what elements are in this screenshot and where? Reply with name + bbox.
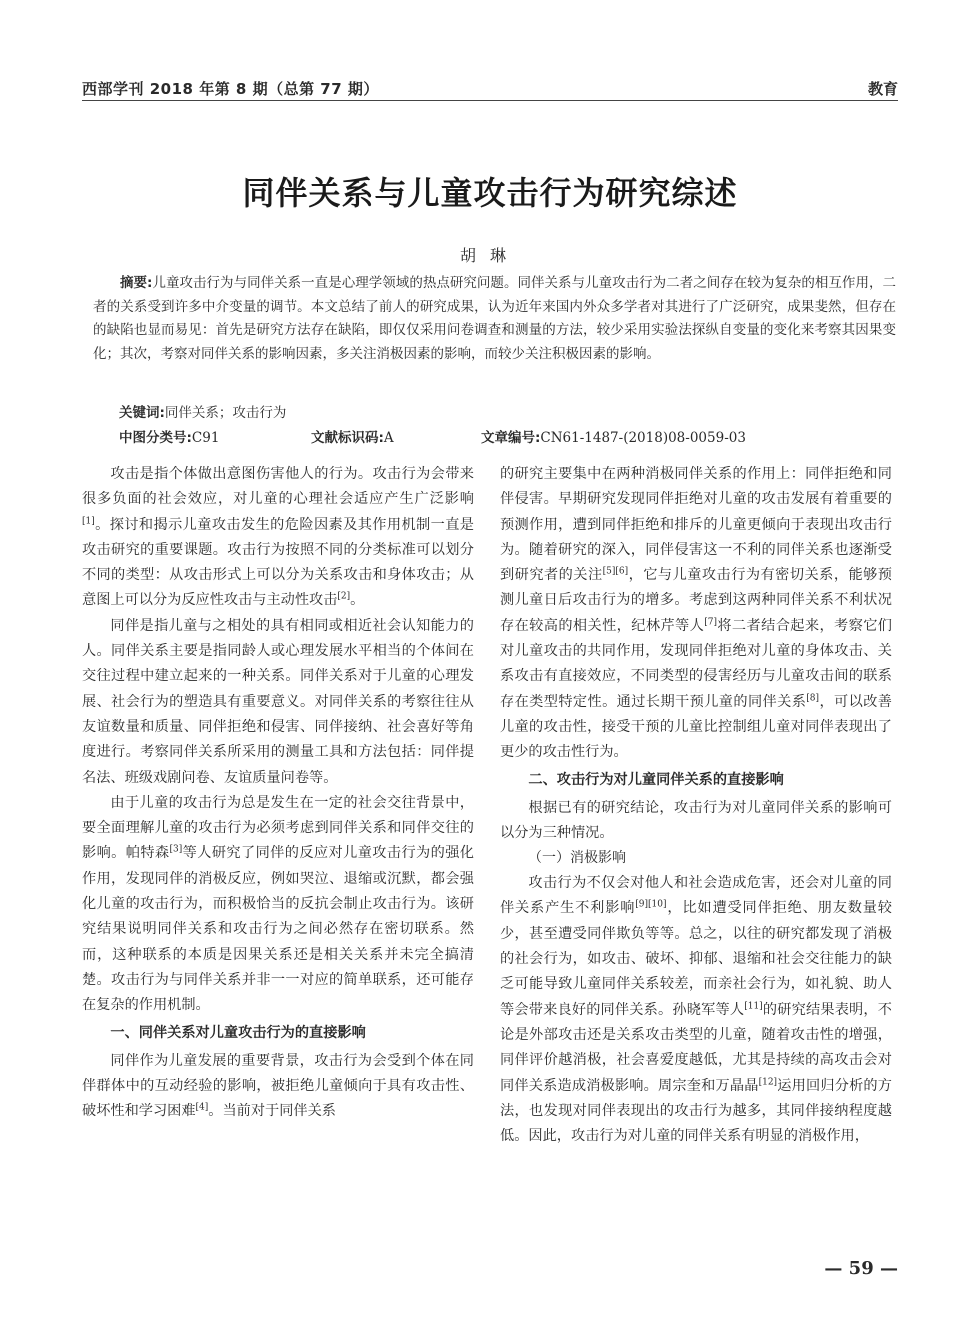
article-title: 同伴关系与儿童攻击行为研究综述 xyxy=(242,174,738,212)
paragraph: 同伴是指儿童与之相处的具有相同或相近社会认知能力的人。同伴关系主要是指同龄人或心理发展水平相当的个体间在交往过程中建立起来的一种关系。同伴关系对于儿童的心理发展、社会行为的塑造具有重要意义。对同伴关系的考察往往从友谊数量和质量、同伴拒绝和侵害、同伴接纳、社会喜好等角度进行。考察同伴关系所采用的测量工具和方法包括：同伴提名法、班级戏剧问卷、友谊质量问卷等。 xyxy=(82,617,474,786)
citation: [12] xyxy=(758,1076,778,1087)
clc-field xyxy=(119,426,219,446)
subsection-heading: （一）消极影响 xyxy=(528,850,626,867)
articleno-label: 文章编号: xyxy=(481,430,541,446)
page-number: — 59 — xyxy=(824,1258,898,1279)
clc-label: 中图分类号: xyxy=(119,430,192,446)
keywords-text: 同伴关系；攻击行为 xyxy=(164,405,287,421)
citation: [1] xyxy=(82,515,95,526)
citation: [9][10] xyxy=(635,899,667,910)
article-author: 胡琳 xyxy=(459,246,520,265)
doccode-label: 文献标识码: xyxy=(311,430,384,446)
journal-info: 西部学刊 2018 年第 8 期（总第 77 期） xyxy=(82,80,379,98)
paragraph: 攻击行为不仅会对他人和社会造成危害，还会对儿童的同伴关系产生不利影响[9][10]，比如遭受同伴拒绝、朋友数量较少，甚至遭受同伴欺负等等。总之，以往的研究都发现了消极的社会行为，如攻击、破坏、抑郁、退缩和社会交往能力的缺乏可能导致儿童同伴关系较差，而亲社会行为，如礼貌、助人等会带来良好的同伴关系。孙晓军等人[11]的研究结果表明，不论是外部攻击还是关系攻击类型的儿童，随着攻击性的增强，同伴评价越消极，社会喜爱度越低，尤其是持续的高攻击会对同伴关系造成消极影响。周宗奎和万晶晶[12]运用回归分析的方法，也发现对同伴表现出的攻击行为越多，其同伴接纳程度越低。因此，攻击行为对儿童的同伴关系有明显的消极作用， xyxy=(500,875,892,1145)
doccode-field xyxy=(311,426,394,446)
body-column-left xyxy=(82,462,474,1124)
articleno-value: CN61-1487-(2018)08-0059-03 xyxy=(540,430,746,446)
citation: [8] xyxy=(806,692,820,703)
paragraph: 根据已有的研究结论，攻击行为对儿童同伴关系的影响可以分为三种情况。 xyxy=(500,799,892,841)
citation: [2] xyxy=(337,591,351,602)
keywords-label: 关键词: xyxy=(119,405,165,421)
clc-value: C91 xyxy=(191,430,220,446)
keywords xyxy=(119,401,286,421)
header-divider xyxy=(82,100,898,101)
abstract xyxy=(93,272,896,366)
paragraph: 由于儿童的攻击行为总是发生在一定的社会交往背景中，要全面理解儿童的攻击行为必须考虑到同伴关系和同伴交往的影响。帕特森[3]等人研究了同伴的反应对儿童攻击行为的强化作用，发现同伴的消极反应，例如哭泣、退缩或沉默，都会强化儿童的攻击行为，而积极恰当的反抗会制止攻击行为。该研究结果说明同伴关系和攻击行为之间必然存在密切联系。然而，这种联系的本质是因果关系还是相关关系并未完全搞清楚。攻击行为与同伴关系并非一一对应的简单联系，还可能存在复杂的作用机制。 xyxy=(82,794,474,1014)
abstract-text: 儿童攻击行为与同伴关系一直是心理学领域的热点研究问题。同伴关系与儿童攻击行为二者之间存在较为复杂的相互作用，二者的关系受到许多中介变量的调节。本文总结了前人的研究成果，认为近年来国内外众多学者对其进行了广泛研究，成果斐然，但存在的缺陷也显而易见：首先是研究方法存在缺陷，即仅仅采用问卷调查和测量的方法，较少采用实验法探纵自变量的变化来考察其因果变化；其次，考察对同伴关系的影响因素，多关注消极因素的影响，而较少关注积极因素的影响。 xyxy=(93,275,896,362)
article-metadata xyxy=(119,426,896,448)
abstract-label: 摘要: xyxy=(120,275,153,291)
citation: [3] xyxy=(169,844,183,855)
citation: [4] xyxy=(195,1102,209,1113)
citation: [7] xyxy=(704,617,717,628)
citation: [11] xyxy=(744,1000,763,1011)
paragraph: 攻击是指个体做出意图伤害他人的行为。攻击行为会带来很多负面的社会效应，对儿童的心理社会适应产生广泛影响[1]。探讨和揭示儿童攻击发生的危险因素及其作用机制一直是攻击研究的重要课题。攻击行为按照不同的分类标准可以划分不同的类型：从攻击形式上可以分为关系攻击和身体攻击；从意图上可以分为反应性攻击与主动性攻击[2]。 xyxy=(82,466,474,609)
running-header xyxy=(82,72,898,102)
articleno-field xyxy=(481,426,746,446)
paragraph: 同伴作为儿童发展的重要背景，攻击行为会受到个体在同伴群体中的互动经验的影响，被拒绝儿童倾向于具有攻击性、破坏性和学习困难[4]。当前对于同伴关系 xyxy=(82,1052,474,1120)
body-column-right xyxy=(500,462,892,1149)
section-heading: 一、同伴关系对儿童攻击行为的直接影响 xyxy=(110,1024,366,1041)
doccode-value: A xyxy=(383,430,394,446)
paragraph: 的研究主要集中在两种消极同伴关系的作用上：同伴拒绝和同伴侵害。早期研究发现同伴拒绝对儿童的攻击发展有着重要的预测作用，遭到同伴拒绝和排斥的儿童更倾向于表现出攻击行为。随着研究的深入，同伴侵害这一不利的同伴关系也逐渐受到研究者的关注[5][6]，它与儿童攻击行为有密切关系，能够预测儿童日后攻击行为的增多。考虑到这两种同伴关系不利状况存在较高的相关性，纪林芹等人[7]将二者结合起来，考察它们对儿童攻击的共同作用，发现同伴拒绝对儿童的身体攻击、关系攻击有直接效应，不同类型的侵害经历与儿童攻击间的联系存在类型特定性。通过长期干预儿童的同伴关系[8]，可以改善儿童的攻击性，接受干预的儿童比控制组儿童对同伴表现出了更少的攻击性行为。 xyxy=(500,466,892,761)
citation: [5][6] xyxy=(602,566,629,577)
section-name: 教育 xyxy=(867,80,898,98)
section-heading: 二、攻击行为对儿童同伴关系的直接影响 xyxy=(528,771,784,788)
